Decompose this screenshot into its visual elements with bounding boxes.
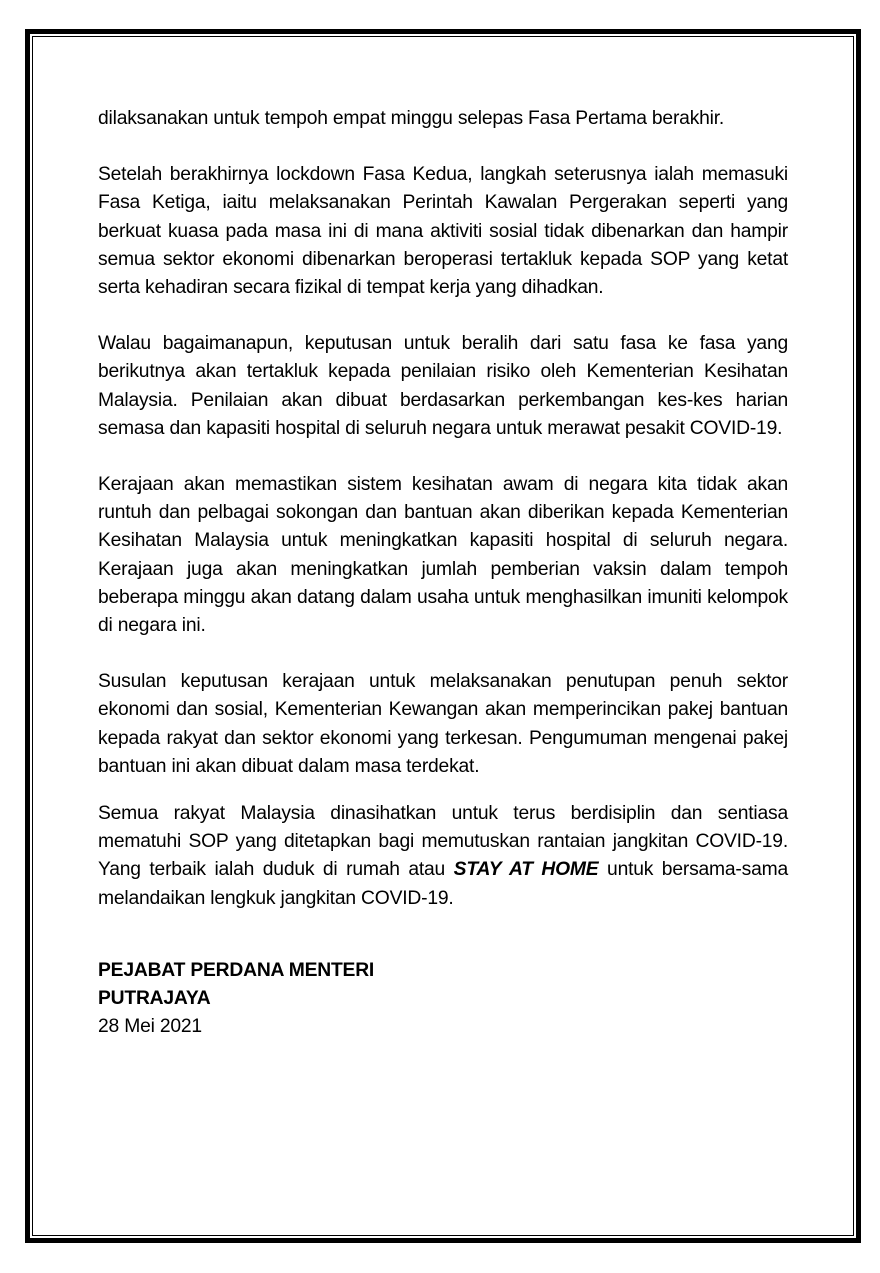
paragraph: Kerajaan akan memastikan sistem kesihatan awam di negara kita tidak akan runtuh dan pelbagai sokongan dan bantuan akan diberikan kepada Kementerian Kesihatan Malaysia untuk meningkatkan kapasiti hospital di seluruh negara. Kerajaan juga akan meningkatkan jumlah pemberian vaksin dalam tempoh beberapa minggu akan datang dalam usaha untuk menghasilkan imuniti kelompok di negara ini. [98, 474, 788, 637]
signature-date: 28 Mei 2021 [98, 1016, 202, 1038]
signature-office: PEJABAT PERDANA MENTERI [98, 959, 375, 981]
final-paragraph [98, 800, 788, 913]
paragraph: Setelah berakhirnya lockdown Fasa Kedua, langkah seterusnya ialah memasuki Fasa Ketiga, iaitu melaksanakan Perintah Kawalan Pergerakan seperti yang berkuat kuasa pada masa ini di mana aktiviti sosial tidak dibenarkan dan hampir semua sektor ekonomi dibenarkan beroperasi tertakluk kepada SOP yang ketat serta kehadiran secara fizikal di tempat kerja yang dihadkan. [98, 164, 788, 299]
document-body [98, 105, 788, 1041]
paragraph: Walau bagaimanapun, keputusan untuk beralih dari satu fasa ke fasa yang berikutnya akan tertakluk kepada penilaian risiko oleh Kementerian Kesihatan Malaysia. Penilaian akan dibuat berdasarkan perkembangan kes-kes harian semasa dan kapasiti hospital di seluruh negara untuk merawat pesakit COVID-19. [98, 333, 788, 439]
stay-at-home-emphasis: STAY AT HOME [453, 859, 599, 881]
paragraph: Susulan keputusan kerajaan untuk melaksanakan penutupan penuh sektor ekonomi dan sosial, Kementerian Kewangan akan memperincikan pakej bantuan kepada rakyat dan sektor ekonomi yang terkesan. Pengumuman mengenai pakej bantuan ini akan dibuat dalam masa terdekat. [98, 671, 788, 777]
paragraph: dilaksanakan untuk tempoh empat minggu selepas Fasa Pertama berakhir. [98, 108, 725, 129]
signature-location: PUTRAJAYA [98, 988, 211, 1010]
final-paragraph-text: Semua rakyat Malaysia dinasihatkan untuk terus berdisiplin dan sentiasa mematuhi SOP yang ditetapkan bagi memutuskan rantaian jangkitan COVID-19. Yang terbaik ialah duduk di rumah atau [98, 803, 788, 881]
final-paragraph-text-end: untuk bersama-sama melandaikan lengkuk jangkitan COVID-19. [98, 859, 788, 909]
